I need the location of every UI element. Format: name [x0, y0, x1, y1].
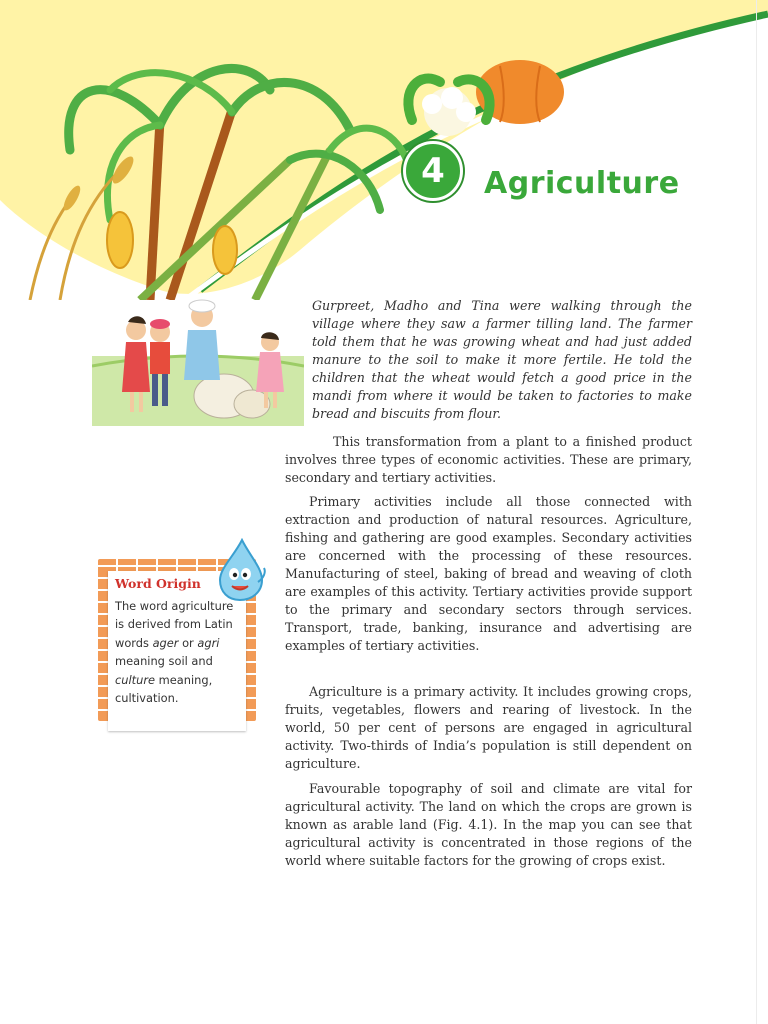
term-agri: agri	[197, 635, 220, 650]
paragraph-economic-activities: This transformation from a plant to a finished product involves three types of economic activities. These are primary, secondary and tertiary activities.	[285, 434, 692, 485]
term-culture: culture	[115, 672, 156, 687]
chapter-title: Agriculture	[484, 166, 680, 201]
page-edge-divider	[756, 0, 757, 1024]
crops-header-illustration	[0, 0, 768, 300]
paragraph-arable-land: Favourable topography of soil and climate are vital for agricultural activity. The land on which the crops are grown is known as arable land (Fig. 4.1). In the map you can see that agricultural activity is concentrated in those regions of the world where suitable factors for the growing of crops exist.	[285, 781, 692, 868]
term-ager: ager	[152, 635, 179, 650]
word-origin-text	[115, 597, 241, 707]
chapter-number-badge: 4	[403, 141, 463, 201]
farmer-and-children-illustration	[92, 296, 304, 426]
paragraph-primary-activities: Primary activities include all those connected with extraction and production of natural resources. Agriculture, fishing and gathering are good examples. Secondary activities are concerned with the processing of these resources. Manufacturing of steel, baking of bread and weaving of cloth are examples of this activity. Tertiary activities provide support to the primary and secondary sectors through services. Transport, trade, banking, insurance and advertising are examples of tertiary activities.	[285, 494, 692, 653]
water-drop-mascot-icon	[214, 538, 266, 602]
word-origin-heading: Word Origin	[115, 576, 201, 591]
word-origin-text-1: The word agriculture is derived from Latin words	[115, 599, 234, 650]
word-origin-text-4: meaning, cultivation.	[115, 672, 213, 706]
paragraph-agriculture: Agriculture is a primary activity. It includes growing crops, fruits, vegetables, flowers and rearing of livestock. In the world, 50 per cent of persons are engaged in agricultural activity. Two-thirds of India’s population is still dependent on agriculture.	[285, 684, 692, 771]
intro-story: Gurpreet, Madho and Tina were walking through the village where they saw a farmer tilling land. The farmer told them that he was growing wheat and had just added manure to the soil to make it more fertile. He told the children that the wheat would fetch a good price in the mandi from where it would be taken to factories to make bread and biscuits from flour.	[312, 298, 692, 421]
word-origin-text-2: or	[178, 635, 198, 650]
word-origin-text-3: meaning soil and	[115, 654, 213, 669]
